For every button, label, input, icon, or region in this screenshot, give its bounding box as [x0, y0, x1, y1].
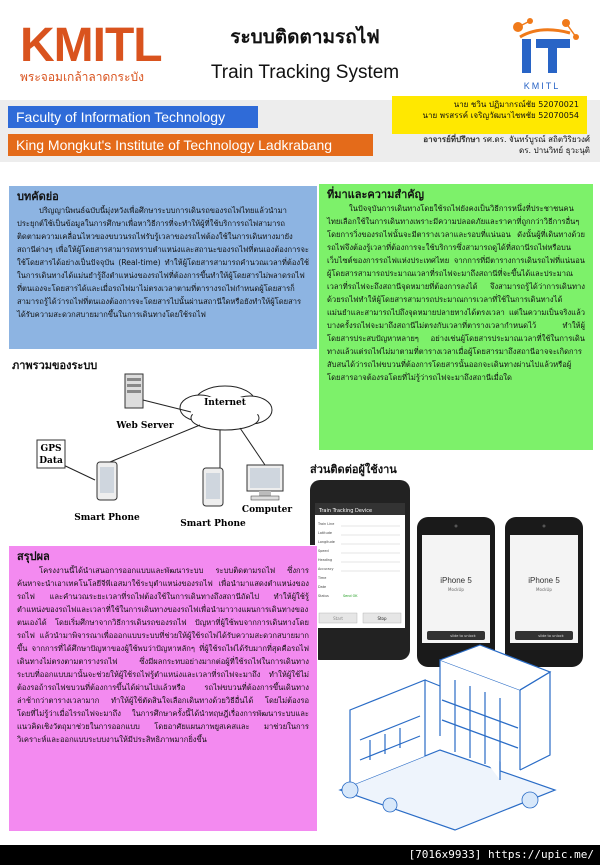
field-label: Time: [318, 576, 327, 580]
web-server-label: Web Server: [116, 421, 174, 431]
conclusion-heading: สรุปผล: [17, 550, 50, 563]
computer-icon: [247, 465, 283, 500]
advisor-box: [360, 134, 590, 156]
slide-to-unlock-label: slide to unlock: [538, 634, 564, 638]
smartphone-label: Smart Phone: [74, 513, 140, 523]
overview-heading: ภาพรวมของระบบ: [12, 359, 98, 372]
authors-box: [392, 96, 587, 134]
iphone-model-label: iPhone 5: [440, 576, 472, 585]
user-interface-heading: ส่วนติดต่อผู้ใช้งาน: [310, 463, 397, 476]
gps-data-label: Data: [39, 456, 63, 466]
watermark-text: [7016x9933] https://upic.me/: [408, 848, 594, 861]
kmitl-logo-subtitle: พระจอมเกล้าลาดกระบัง: [20, 70, 144, 84]
advisor-name: รศ.ดร. จันทร์บูรณ์ สถิตวิริยวงศ์: [482, 135, 590, 144]
significance-text: ในปัจจุบันการเดินทางโดยใช้รถไฟยังคงเป็นวิธีการหนึ่งที่ประชาชนคนไทยเลือกใช้ในการเดินทางเพราะมีความปลอดภัยและราคาที่ถูกกว่าวิธีการอื่นๆ โดยการวิ่งของรถไฟนั้นจะมีตารางเวลาและรอบที่แน่นอน ดังนั้นผู้ที่เดินทางด้วยรถไฟจึงต้องรู้เวลาที่ต้องการจะใช้บริการซึ่งสามารถดูได้ที่สถานีรถไฟหรือบนเว็บไซต์ของการรถไฟแห่งประเทศไทย จากการที่มีตารางการเดินรถไฟที่แน่นอนผู้โดยสารสามารถประมาณเวลาที่รถไฟจะมาถึงสถานีที่จะขึ้นได้และประมาณเวลาที่รถไฟจะถึงสถานีจุดหมายที่ต้องการลงได้ จึงสามารถรู้ได้ว่าการเดินทางด้วยรถไฟทำให้ผู้โดยสารสามารถประมาณการเวลาที่ใช้ในการเดินทางได้แม่นยำและสามารถไปถึงจุดหมายปลายทางได้ตรงเวลา แต่ในความเป็นจริงแล้วบางครั้งรถไฟจะมาถึงสถานีไม่ตรงกับเวลาที่ตารางเวลากำหนดไว้ ทำให้ผู้โดยสารประสบปัญหาหลายๆ อย่างเช่นผู้โดยสารประมาณเวลาที่ใช้ในการเดินทางแล้วแต่รถไฟไม่มาตามที่ตารางเวลาเมื่อผู้โดยสารมาถึงสถานีอาจจะเกิดการสับสนได้ว่ารถไฟขบวนที่ต้องการโดยสารนั้นออกจะเดินทางผ่านไปแล้วหรือผู้โดยสารอาจต้องรอโดยที่ไม่รู้ว่ารถไฟจะมาถึงสถานีเมื่อใด: [327, 204, 585, 382]
field-label: Speed: [318, 549, 329, 553]
building-illustration: [330, 640, 560, 835]
gps-label: GPS: [40, 444, 62, 454]
conclusion-section: [8, 545, 318, 832]
internet-label: Internet: [204, 398, 246, 408]
field-label: Train Line: [318, 522, 335, 526]
iphone-sub-label: MockUp: [536, 587, 552, 592]
iphone-model-label: iPhone 5: [528, 576, 560, 585]
author-name: นาย ชวิน ปฏิมากรณ์ชัย 52070021: [453, 100, 579, 109]
smartphone-label: Smart Phone: [180, 519, 246, 529]
field-label: Date: [318, 585, 327, 589]
computer-label: Computer: [241, 505, 293, 515]
kmitl-logo: KMITL: [20, 19, 162, 72]
significance-heading: ที่มาและความสำคัญ: [327, 188, 425, 201]
advisor-label: อาจารย์ที่ปรึกษา: [423, 135, 481, 144]
it-logo-text: KMITL: [523, 81, 561, 91]
page-title-thai: ระบบติดตามรถไฟ: [230, 26, 380, 48]
conclusion-text: โครงงานนี้ได้นำเสนอการออกแบบและพัฒนาระบบ ระบบติดตามรถไฟ ซึ่งการค้นหาจะนำเอาเทคโนโลยีจีพีเอสมาใช้ระบุตำแหน่งของรถไฟ เพื่อนำมาแสดงตำแหน่งของรถไฟ และคำนวณระยะเวลาที่รถไฟต้องใช้ในการเดินทางถึงสถานีถัดไป ทำให้ผู้ใช้รู้ตำแหน่งของรถไฟและเวลาที่ใช้ในการเดินทางของรถไฟเพื่อนำมาวางแผนการเดินทางของตนเองได้ โดยเริ่มศึกษาจากวิธีการเดินรถของรถไฟ ปัญหาที่ผู้ใช้พบจากการเดินทางโดยรถไฟ แล้วนำมาพิจารณาเพื่อออกแบบระบบที่ช่วยให้ผู้ใช้รถไฟได้รับความสะดวกสบายมากขึ้น จากการที่ได้ศึกษาปัญหาของผู้ใช้พบว่าปัญหาหลักๆ ที่ผู้ใช้รถไฟได้รับมากที่สุดคือรถไฟเดินทางไม่ตรงตามตารางรถไฟ ซึ่งมีผลกระทบอย่างมากต่อผู้ที่ใช้รถไฟในการเดินทาง ระบบที่ออกแบบมานั้นจะช่วยให้ผู้ใช้รถไฟรู้ตำแหน่งและเวลาที่รถไฟจะมาถึง ทำให้ผู้ใช้ไม่ต้องรอถ้ารถไฟขบวนที่ต้องการขึ้นได้ผ่านไปแล้วหรือ รถไฟขบวนที่ต้องการขึ้นเดินทางล่าช้ากว่าตารางเวลามาก ทำให้ผู้ใช้ตัดสินใจเลือกเดินทางด้วยวิธีอื่นได้ โดยไม่ต้องรอโดยที่ไม่รู้ว่าเมื่อไรรถไฟจะมาถึง ในการศึกษาครั้งนี้ได้นำทฤษฎีเรื่องการพัฒนาระบบและแนวคิดเชิงวัตถุมาช่วยในการออกแบบ โดยอาศัยแผนภาพยูสเคสและ มาช่วยในการวิเคราะห์และออกแบบระบบงานให้มีประสิทธิภาพมากยิ่งขึ้น: [17, 566, 309, 744]
field-label: Accuracy: [318, 567, 334, 571]
status-value: Send OK: [343, 594, 358, 598]
it-kmitl-logo: [500, 15, 585, 95]
field-label: Status: [318, 594, 329, 598]
app-title: Train Tracking Device: [319, 508, 373, 514]
smartphone-icon: [97, 462, 117, 500]
server-icon: [125, 374, 143, 408]
stop-button: Stop: [377, 616, 387, 621]
app-mockup-image: [305, 475, 595, 638]
advisor-name: ดร. ปานวิทย์ ธุวะนุติ: [519, 146, 590, 155]
institute-label: King Mongkut's Institute of Technology Ladkrabang: [8, 134, 373, 156]
field-label: Heading: [318, 558, 333, 562]
author-name: นาย พรสรรค์ เจริญวัฒนาไชพชัย 52070054: [422, 111, 579, 120]
smartphone-icon: [203, 468, 223, 506]
system-overview-diagram: [15, 370, 310, 538]
faculty-label: Faculty of Information Technology: [8, 106, 258, 128]
slide-to-unlock-label: slide to unlock: [450, 634, 476, 638]
abstract-section: [8, 185, 318, 350]
significance-section: [318, 183, 594, 451]
abstract-text: ปริญญานิพนธ์ฉบับนี้มุ่งหวังเพื่อศึกษาระบบการเดินรถของรถไฟไทยแล้วนำมาประยุกต์ใช้เป็นข้อมูลในการศึกษาเพื่อหาวิธีการที่จะทำให้ผู้ที่ใช้บริการรถไฟสามารถติดตามความเคลื่อนไหวของขบวนรถไฟรับรู้เวลาของรถไฟต้องใช้ในการเดินทางมายังสถานีต่างๆ เพื่อให้ผู้โดยสารสามารถทราบตำแหน่งและสถานะของรถไฟที่ตนเองต้องการจะใช้โดยสารได้อย่างเป็นปัจจุบัน (Real-time) ทำให้ผู้โดยสารสามารถคำนวณเวลาที่ต้องใช้ในการเดินทางได้แม่นยำรู้ถึงตำแหน่งของรถไฟที่ต้องการขึ้นทำให้ผู้โดยสารไม่พลาดรถไฟที่ตนเองจะโดยสารได้และเมื่อรถไฟมาไม่ตรงเวลาตามที่ตารางรถไฟกำหนดผู้โดยสารก็สามารถรู้ได้ว่ารถไฟที่ตนเองต้องการจะโดยสารไปนั้นผ่านสถานีใดหรือยังทำให้ผู้โดยสารได้รับความสะดวกสบายมากขึ้นในการเดินทางโดยใช้รถไฟ: [17, 206, 309, 319]
footer-bar: [0, 845, 600, 865]
cloud-icon: [180, 386, 272, 430]
start-button: Start: [333, 616, 343, 621]
page-title-english: Train Tracking System: [210, 62, 400, 83]
iphone-sub-label: MockUp: [448, 587, 464, 592]
field-label: Latitude: [318, 531, 332, 535]
android-phone-mockup: [310, 480, 410, 660]
field-label: Longitude: [318, 540, 335, 544]
abstract-heading: บทคัดย่อ: [17, 190, 59, 203]
